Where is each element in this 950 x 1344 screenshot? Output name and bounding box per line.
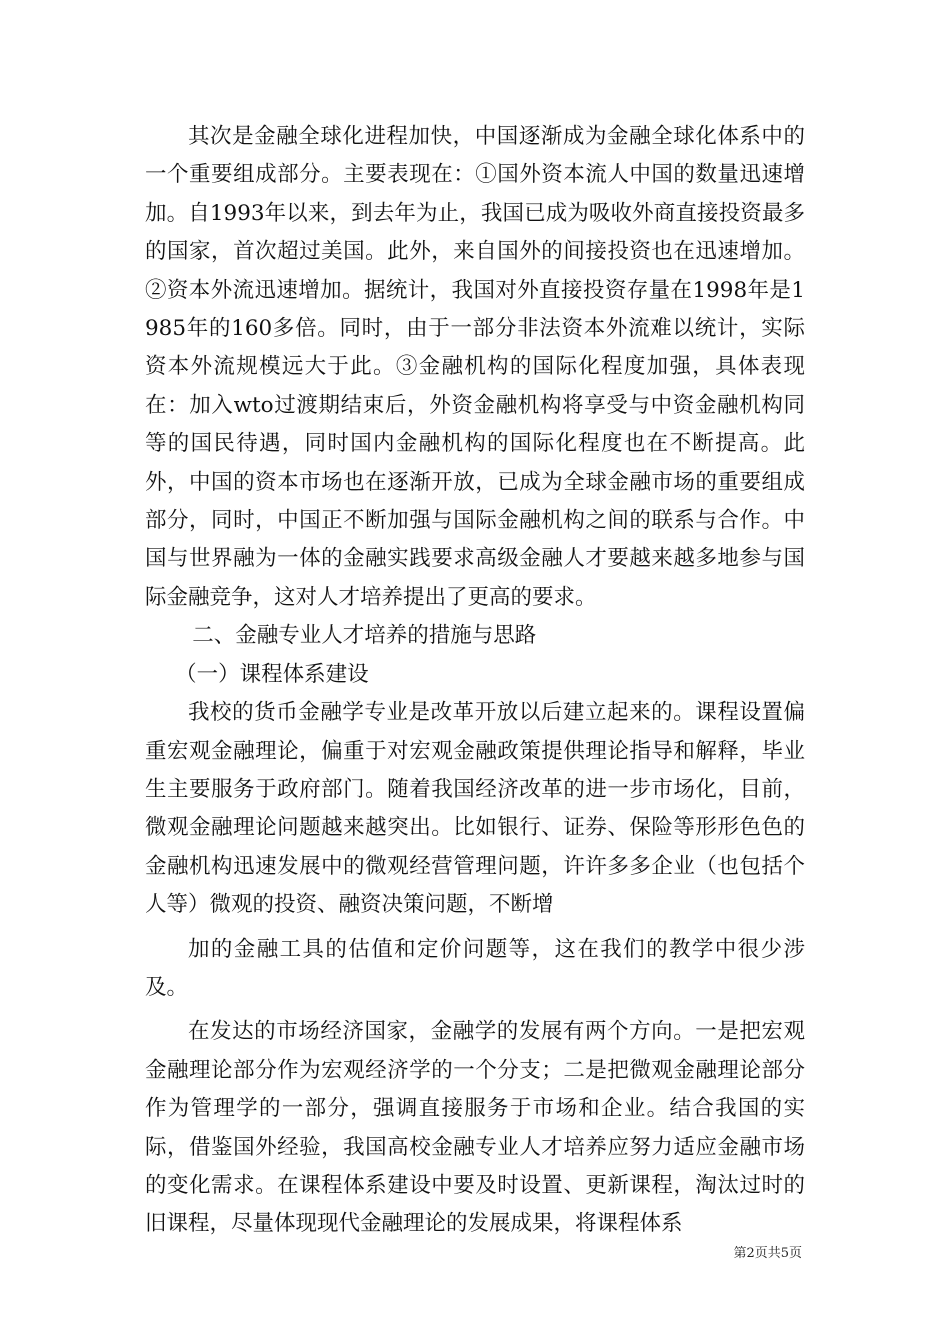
paragraph-financial-globalization: 其次是金融全球化进程加快，中国逐渐成为金融全球化体系中的一个重要组成部分。主要表现在：①国外资本流人中国的数量迅速增加。自1993年以来，到去年为止，我国已成为吸收外商直接投资最多的国家，首次超过美国。此外，来自国外的间接投资也在迅速增加。②资本外流迅速增加。据统计，我国对外直接投资存量在1998年是1985年的160多倍。同时，由于一部分非法资本外流难以统计，实际资本外流规模远大于此。③金融机构的国际化程度加强，具体表现在：加入wto过渡期结束后，外资金融机构将享受与中资金融机构同等的国民待遇，同时国内金融机构的国际化程度也在不断提高。此外，中国的资本市场也在逐渐开放，已成为全球金融市场的重要组成部分，同时，中国正不断加强与国际金融机构之间的联系与合作。中国与世界融为一体的金融实践要求高级金融人才要越来越多地参与国际金融竞争，这对人才培养提出了更高的要求。 [145,124,805,610]
paragraph-curriculum-background: 我校的货币金融学专业是改革开放以后建立起来的。课程设置偏重宏观金融理论，偏重于对宏观金融政策提供理论指导和解释，毕业生主要服务于政府部门。随着我国经济改革的进一步市场化，目前，微观金融理论问题越来越突出。比如银行、证券、保险等形形色色的金融机构迅速发展中的微观经营管理问题，许许多多企业（也包括个人等）微观的投资、融资决策问题，不断增 [145,700,805,918]
subsection-heading: （一）课程体系建设 [175,661,369,687]
section-heading: 二、金融专业人才培养的措施与思路 [192,623,537,649]
document-body [145,118,805,1244]
paragraph-curriculum-continued: 加的金融工具的估值和定价问题等，这在我们的教学中很少涉及。 [145,936,805,1000]
paragraph-developed-markets: 在发达的市场经济国家，金融学的发展有两个方向。一是把宏观金融理论部分作为宏观经济学的一个分支；二是把微观金融理论部分作为管理学的一部分，强调直接服务于市场和企业。结合我国的实际，借鉴国外经验，我国高校金融专业人才培养应努力适应金融市场的变化需求。在课程体系建设中要及时设置、更新课程，淘汰过时的旧课程，尽量体现现代金融理论的发展成果，将课程体系 [145,1019,805,1237]
page-number-footer: 第2页共5页 [733,1246,802,1261]
